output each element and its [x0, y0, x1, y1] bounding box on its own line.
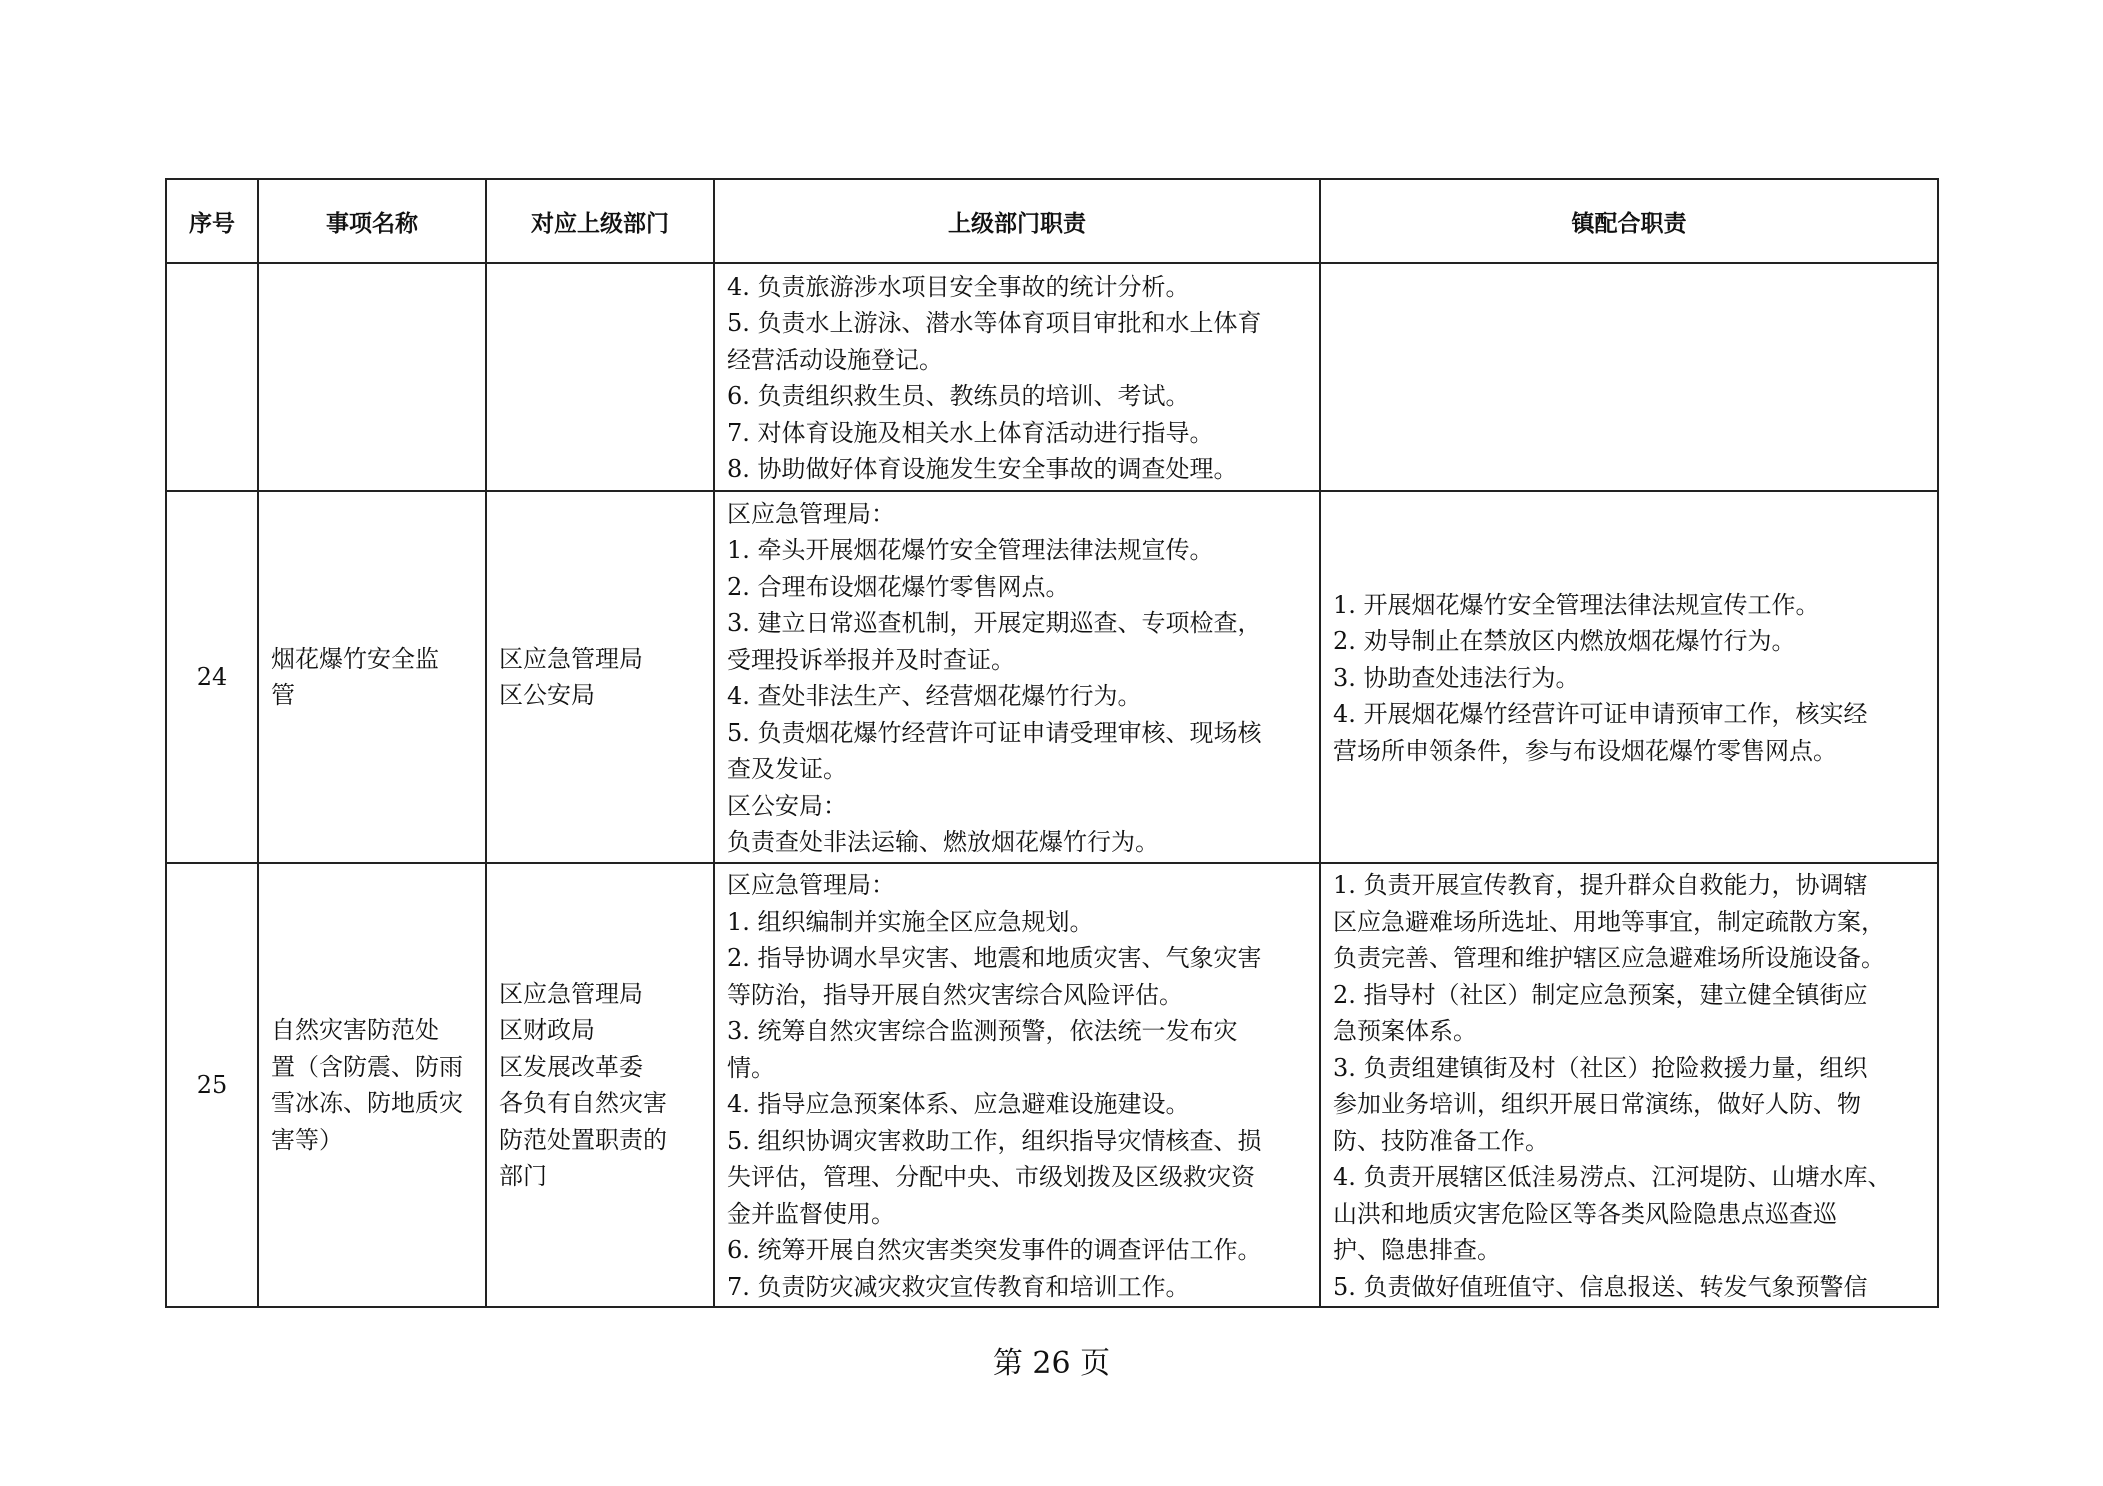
text-line: 区应急管理局 — [499, 979, 643, 1008]
row-item-name-text — [259, 641, 485, 714]
table-row — [166, 263, 1938, 491]
text-line: 1. 负责开展宣传教育，提升群众自救能力，协调辖 — [1333, 871, 1868, 899]
text-line: 5. 组织协调灾害救助工作，组织指导灾情核查、损 — [727, 1126, 1262, 1155]
table-header-row — [166, 179, 1938, 263]
text-line: 山洪和地质灾害危险区等各类风险隐患点巡查巡 — [1333, 1199, 1837, 1228]
row-town-duties — [1320, 863, 1938, 1307]
row-superior-dept-text — [487, 976, 713, 1195]
text-line: 烟花爆竹安全监 — [271, 644, 439, 673]
text-line: 等防治，指导开展自然灾害综合风险评估。 — [727, 980, 1183, 1009]
text-line: 4. 负责开展辖区低洼易涝点、江河堤防、山塘水库、 — [1333, 1163, 1892, 1191]
row-town-duties-text — [1321, 865, 1937, 1305]
text-line: 区应急避难场所选址、用地等事宜，制定疏散方案， — [1333, 907, 1885, 936]
text-line: 区应急管理局： — [727, 871, 895, 899]
row-town-duties — [1320, 263, 1938, 491]
row-superior-duties — [714, 863, 1320, 1307]
row-superior-dept — [486, 491, 714, 863]
header-seq: 序号 — [166, 179, 258, 263]
text-line: 2. 合理布设烟花爆竹零售网点。 — [727, 572, 1070, 601]
row-item-name-text — [259, 1012, 485, 1158]
text-line: 区发展改革委 — [499, 1052, 643, 1081]
text-line: 5. 负责烟花爆竹经营许可证申请受理审核、现场核 — [727, 718, 1262, 747]
row-seq-number: 25 — [166, 863, 258, 1307]
text-line: 置（含防震、防雨 — [271, 1052, 463, 1081]
text-line: 5. 负责做好值班值守、信息报送、转发气象预警信 — [1333, 1272, 1868, 1301]
row-superior-duties — [714, 263, 1320, 491]
text-line: 防、技防准备工作。 — [1333, 1126, 1549, 1155]
page-number: 第 26 页 — [992, 1346, 1111, 1381]
text-line: 参加业务培训，组织开展日常演练，做好人防、物 — [1333, 1090, 1861, 1118]
text-line: 管 — [271, 681, 295, 709]
text-line: 负责查处非法运输、燃放烟花爆竹行为。 — [727, 828, 1159, 856]
text-line: 区应急管理局： — [727, 499, 895, 528]
text-line: 受理投诉举报并及时查证。 — [727, 645, 1015, 674]
text-line: 6. 统筹开展自然灾害类突发事件的调查评估工作。 — [727, 1236, 1262, 1264]
text-line: 防范处置职责的 — [499, 1125, 667, 1154]
text-line: 3. 协助查处违法行为。 — [1333, 663, 1580, 692]
row-town-duties-text — [1321, 376, 1937, 378]
text-line: 查及发证。 — [727, 755, 847, 783]
text-line: 5. 负责水上游泳、潜水等体育项目审批和水上体育 — [727, 309, 1262, 337]
text-line: 区应急管理局 — [499, 644, 643, 673]
row-item-name — [258, 491, 486, 863]
text-line: 金并监督使用。 — [727, 1199, 895, 1228]
row-superior-duties-text — [715, 865, 1319, 1305]
text-line: 2. 劝导制止在禁放区内燃放烟花爆竹行为。 — [1333, 627, 1796, 656]
text-line: 自然灾害防范处 — [271, 1016, 439, 1044]
text-line: 3. 建立日常巡查机制，开展定期巡查、专项检查， — [727, 609, 1262, 637]
text-line: 急预案体系。 — [1333, 1017, 1477, 1045]
row-town-duties-text — [1321, 585, 1937, 770]
text-line: 各负有自然灾害 — [499, 1089, 667, 1117]
text-line: 4. 开展烟花爆竹经营许可证申请预审工作，核实经 — [1333, 700, 1868, 729]
text-line: 雪冰冻、防地质灾 — [271, 1089, 463, 1117]
text-line: 4. 负责旅游涉水项目安全事故的统计分析。 — [727, 272, 1190, 301]
table-row — [166, 491, 1938, 863]
row-item-name — [258, 263, 486, 491]
duties-table — [165, 178, 1939, 1308]
text-line: 3. 负责组建镇街及村（社区）抢险救援力量，组织 — [1333, 1053, 1868, 1082]
text-line: 8. 协助做好体育设施发生安全事故的调查处理。 — [727, 455, 1238, 483]
text-line: 区公安局： — [727, 791, 847, 820]
text-line: 7. 对体育设施及相关水上体育活动进行指导。 — [727, 418, 1214, 447]
text-line: 害等） — [271, 1125, 343, 1154]
text-line: 区财政局 — [499, 1016, 595, 1044]
text-line: 经营活动设施登记。 — [727, 345, 943, 374]
text-line: 护、隐患排查。 — [1333, 1236, 1501, 1264]
table-body — [166, 263, 1938, 1307]
text-line: 1. 牵头开展烟花爆竹安全管理法律法规宣传。 — [727, 536, 1214, 564]
row-item-name — [258, 863, 486, 1307]
row-superior-dept — [486, 263, 714, 491]
row-superior-dept-text — [487, 641, 713, 714]
header-superior-duties: 上级部门职责 — [714, 179, 1320, 263]
row-superior-duties-text — [715, 267, 1319, 488]
text-line: 1. 组织编制并实施全区应急规划。 — [727, 907, 1094, 936]
text-line: 部门 — [499, 1162, 547, 1190]
row-superior-duties-text — [715, 494, 1319, 861]
text-line: 4. 查处非法生产、经营烟花爆竹行为。 — [727, 682, 1142, 710]
header-town-duties: 镇配合职责 — [1320, 179, 1938, 263]
header-superior-dept: 对应上级部门 — [486, 179, 714, 263]
text-line: 7. 负责防灾减灾救灾宣传教育和培训工作。 — [727, 1272, 1190, 1301]
text-line: 负责完善、管理和维护辖区应急避难场所设施设备。 — [1333, 944, 1885, 972]
text-line: 失评估，管理、分配中央、市级划拨及区级救灾资 — [727, 1163, 1255, 1191]
text-line: 营场所申领条件，参与布设烟花爆竹零售网点。 — [1333, 736, 1837, 765]
row-superior-duties — [714, 491, 1320, 863]
text-line: 6. 负责组织救生员、教练员的培训、考试。 — [727, 382, 1190, 410]
row-seq-number: 24 — [166, 491, 258, 863]
text-line: 3. 统筹自然灾害综合监测预警，依法统一发布灾 — [727, 1017, 1238, 1045]
text-line: 4. 指导应急预案体系、应急避难设施建设。 — [727, 1090, 1190, 1118]
text-line: 情。 — [727, 1053, 775, 1082]
text-line: 2. 指导村（社区）制定应急预案，建立健全镇街应 — [1333, 980, 1868, 1009]
table-row — [166, 863, 1938, 1307]
row-superior-dept — [486, 863, 714, 1307]
text-line: 1. 开展烟花爆竹安全管理法律法规宣传工作。 — [1333, 590, 1820, 619]
header-item-name: 事项名称 — [258, 179, 486, 263]
row-town-duties — [1320, 491, 1938, 863]
row-seq-number — [166, 263, 258, 491]
text-line: 区公安局 — [499, 681, 595, 709]
text-line: 2. 指导协调水旱灾害、地震和地质灾害、气象灾害 — [727, 944, 1262, 972]
